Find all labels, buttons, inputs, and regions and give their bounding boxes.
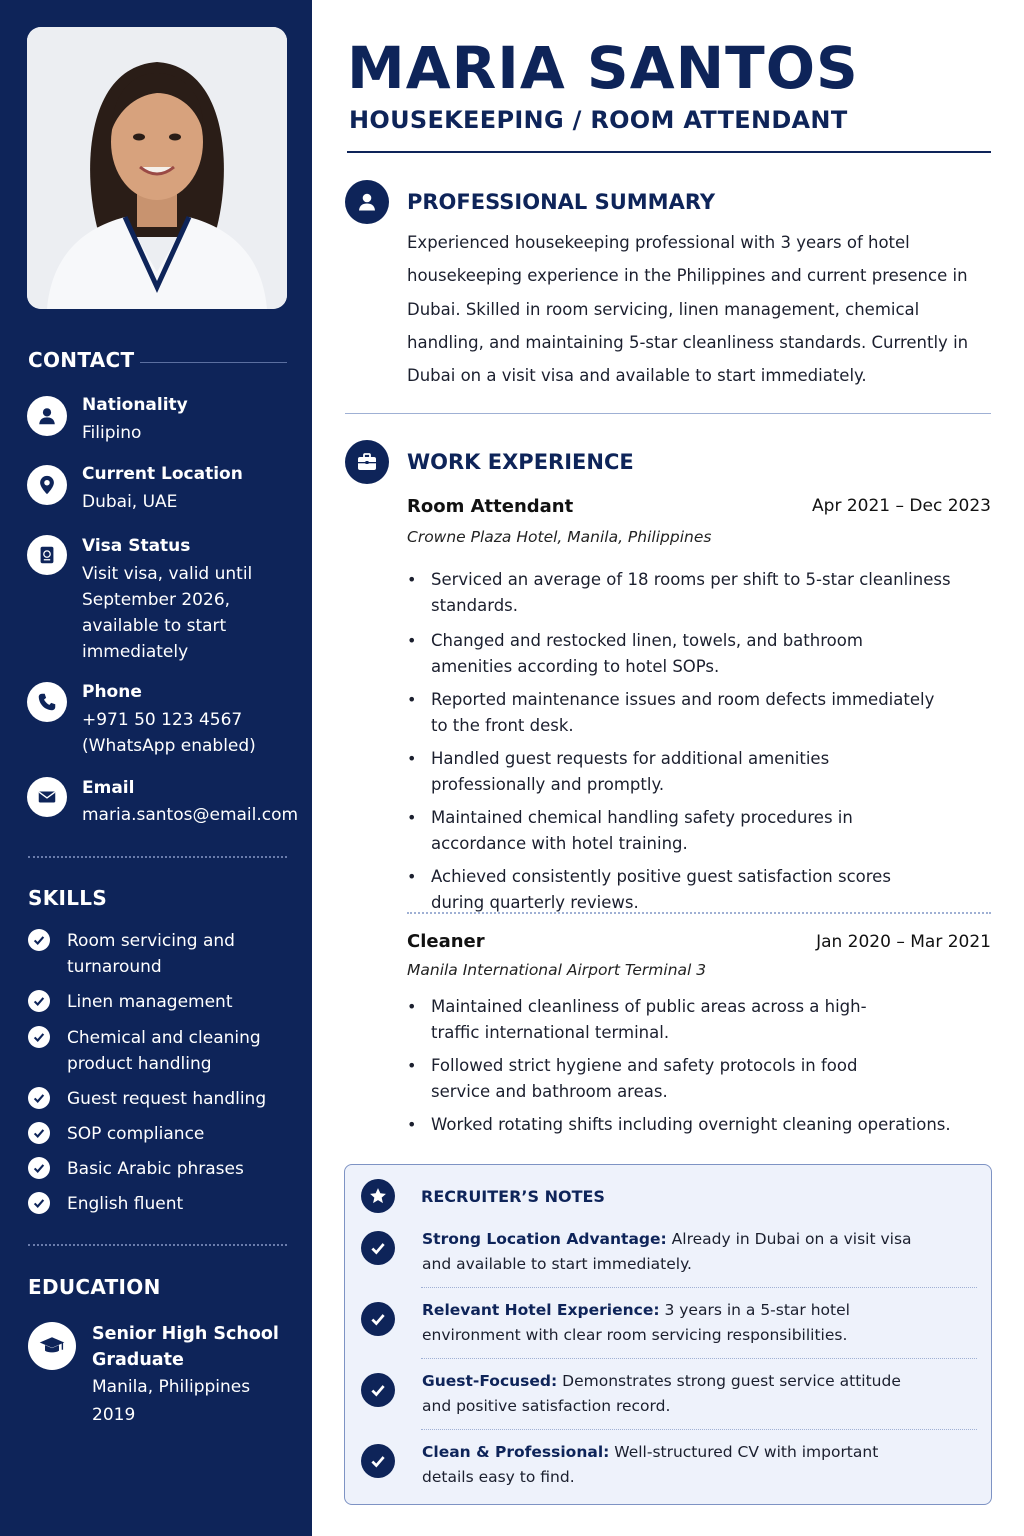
job-title: Room Attendant (407, 496, 574, 517)
note-text (422, 1440, 932, 1489)
skill-label: Basic Arabic phrases (67, 1159, 244, 1179)
job-dates: Jan 2020 – Mar 2021 (816, 932, 991, 952)
education-location: Manila, Philippines (92, 1377, 251, 1397)
phone-label: Phone (82, 682, 142, 702)
check-icon (361, 1231, 395, 1265)
location-label: Current Location (82, 464, 243, 484)
visa-value: Visit visa, valid until September 2026, available to start immediately (82, 564, 253, 662)
passport-icon (27, 535, 67, 575)
job-title: Cleaner (407, 931, 485, 952)
sidebar-divider (28, 856, 287, 858)
star-icon (361, 1179, 395, 1213)
skills-heading: SKILLS (28, 886, 108, 910)
location-pin-icon (27, 465, 67, 505)
phone-value[interactable]: +971 50 123 4567 (WhatsApp enabled) (82, 710, 256, 756)
skill-item (28, 989, 267, 1015)
job-bullet: • Serviced an average of 18 rooms per shift to 5-star cleanliness standards. (407, 567, 992, 619)
skill-label: English fluent (67, 1194, 184, 1214)
check-icon (28, 1122, 50, 1144)
experience-heading: WORK EXPERIENCE (407, 450, 634, 474)
summary-text: Experienced housekeeping professional with 3 years of hotel housekeeping experience in the Philippines and current presence in Dubai. Skilled in room servicing, linen management, chemical handling, and maintaining 5-star cleanliness standards. Currently in Dubai on a visit visa and available to start immediately. (407, 233, 969, 386)
check-icon (28, 1026, 50, 1048)
job-bullet: • Followed strict hygiene and safety protocols in food service and bathroom areas. (407, 1053, 907, 1105)
check-icon (28, 1192, 50, 1214)
note-title: Relevant Hotel Experience: (422, 1301, 660, 1319)
job-company: Manila International Airport Terminal 3 (407, 961, 707, 979)
job-bullet: • Reported maintenance issues and room defects immediately to the front desk. (407, 687, 937, 739)
phone-icon (27, 682, 67, 722)
job-bullets (407, 567, 992, 916)
skill-label: Guest request handling (67, 1089, 267, 1109)
candidate-role: HOUSEKEEPING / ROOM ATTENDANT (349, 106, 848, 134)
note-text (422, 1369, 932, 1418)
note-title: Guest-Focused: (422, 1372, 558, 1390)
job-divider (407, 912, 991, 914)
skill-item (28, 1156, 267, 1182)
graduation-cap-icon (28, 1322, 76, 1370)
job-bullet: • Handled guest requests for additional amenities professionally and promptly. (407, 746, 927, 798)
section-divider (345, 413, 991, 414)
profile-photo (27, 27, 287, 309)
candidate-name: MARIA SANTOS (347, 34, 859, 102)
note-divider (421, 1287, 977, 1288)
skill-label: Linen management (67, 992, 233, 1012)
envelope-icon (27, 777, 67, 817)
job-bullet: • Maintained chemical handling safety procedures in accordance with hotel training. (407, 805, 937, 857)
skill-item (28, 1025, 267, 1077)
skill-label: SOP compliance (67, 1124, 205, 1144)
note-body: Well-structured CV with important details easy to find. (422, 1443, 879, 1486)
note-divider (421, 1429, 977, 1430)
job-bullet: • Maintained cleanliness of public areas across a high-traffic international terminal. (407, 994, 907, 1046)
job-company: Crowne Plaza Hotel, Manila, Philippines (407, 528, 712, 546)
email-label: Email (82, 778, 135, 798)
sidebar-divider (28, 1244, 287, 1246)
visa-label: Visa Status (82, 536, 191, 556)
check-icon (28, 990, 50, 1012)
job-dates: Apr 2021 – Dec 2023 (812, 496, 991, 516)
job-bullet: • Worked rotating shifts including overnight cleaning operations. (407, 1112, 992, 1138)
summary-heading: PROFESSIONAL SUMMARY (407, 190, 716, 214)
person-icon (27, 396, 67, 436)
job-bullets (407, 994, 992, 1138)
email-value[interactable]: maria.santos@email.com (82, 805, 299, 825)
note-body: Already in Dubai on a visit visa and available to start immediately. (422, 1230, 912, 1273)
note-body: 3 years in a 5-star hotel environment with clear room servicing responsibilities. (422, 1301, 850, 1344)
note-title: Clean & Professional: (422, 1443, 610, 1461)
skill-item (28, 1086, 287, 1112)
check-icon (361, 1302, 395, 1336)
job-bullet: • Achieved consistently positive guest satisfaction scores during quarterly reviews. (407, 864, 927, 916)
header-rule (347, 151, 991, 153)
check-icon (28, 1087, 50, 1109)
education-year: 2019 (92, 1405, 136, 1425)
notes-heading: RECRUITER’S NOTES (421, 1187, 605, 1206)
recruiter-notes-panel (344, 1164, 992, 1505)
check-icon (361, 1444, 395, 1478)
check-icon (28, 1157, 50, 1179)
education-degree: Senior High School Graduate (92, 1324, 279, 1370)
location-value: Dubai, UAE (82, 492, 178, 512)
nationality-label: Nationality (82, 395, 188, 415)
skill-label: Chemical and cleaning product handling (67, 1028, 261, 1074)
contact-heading-rule (140, 362, 287, 363)
note-title: Strong Location Advantage: (422, 1230, 667, 1248)
job-bullet: • Changed and restocked linen, towels, and bathroom amenities according to hotel SOPs. (407, 628, 927, 680)
note-body: Demonstrates strong guest service attitude and positive satisfaction record. (422, 1372, 901, 1415)
education-heading: EDUCATION (28, 1275, 161, 1299)
person-icon (345, 180, 389, 224)
skill-item (28, 1121, 267, 1147)
skill-item (28, 1191, 267, 1217)
sidebar (0, 0, 312, 1536)
skill-item (28, 928, 267, 980)
check-icon (361, 1373, 395, 1407)
skill-label: Room servicing and turnaround (67, 931, 235, 977)
contact-heading: CONTACT (28, 348, 135, 372)
check-icon (28, 929, 50, 951)
nationality-value: Filipino (82, 423, 142, 443)
briefcase-icon (345, 440, 389, 484)
note-divider (421, 1358, 977, 1359)
note-text (422, 1227, 932, 1276)
note-text (422, 1298, 932, 1347)
